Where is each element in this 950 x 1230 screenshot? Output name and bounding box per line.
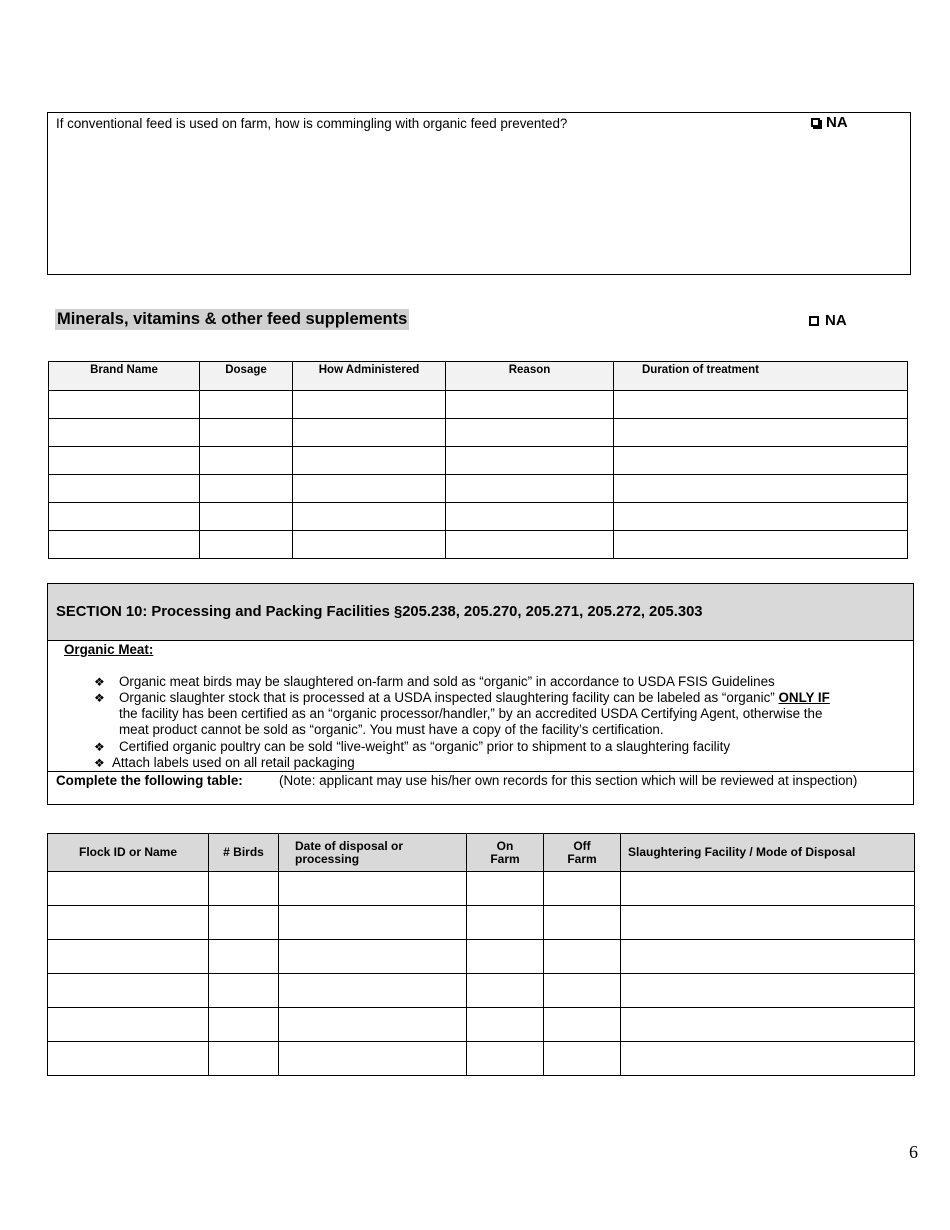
column-header: Dosage bbox=[200, 362, 293, 391]
complete-table-instruction bbox=[48, 771, 913, 805]
na-label: NA bbox=[825, 312, 847, 329]
table-cell[interactable] bbox=[279, 940, 467, 974]
table-cell[interactable] bbox=[614, 447, 908, 475]
table-cell[interactable] bbox=[544, 1008, 621, 1042]
section-10-title: SECTION 10: Processing and Packing Facilities §205.238, 205.270, 205.271, 205.272, 205.303 bbox=[56, 604, 703, 620]
table-row bbox=[49, 419, 908, 447]
section-10-box bbox=[47, 583, 914, 805]
column-header: On Farm bbox=[467, 834, 544, 872]
table-cell[interactable] bbox=[446, 475, 614, 503]
table-cell[interactable] bbox=[614, 531, 908, 559]
table-cell[interactable] bbox=[209, 1042, 279, 1076]
table-cell[interactable] bbox=[544, 940, 621, 974]
table-cell[interactable] bbox=[293, 391, 446, 419]
column-header: Brand Name bbox=[49, 362, 200, 391]
table-row bbox=[48, 872, 915, 906]
table-cell[interactable] bbox=[279, 906, 467, 940]
table-cell[interactable] bbox=[614, 391, 908, 419]
feed-commingling-question: If conventional feed is used on farm, how is commingling with organic feed prevented? bbox=[56, 116, 568, 131]
na-checkbox[interactable] bbox=[811, 118, 820, 127]
organic-meat-heading: Organic Meat: bbox=[64, 642, 154, 657]
column-header: Date of disposal or processing bbox=[279, 834, 467, 872]
table-cell[interactable] bbox=[279, 1042, 467, 1076]
column-header: How Administered bbox=[293, 362, 446, 391]
bullet-icon: ❖ bbox=[94, 675, 105, 689]
table-cell[interactable] bbox=[49, 391, 200, 419]
table-cell[interactable] bbox=[544, 1042, 621, 1076]
bullet-text: Certified organic poultry can be sold “live-weight” as “organic” prior to shipment to a slaughtering facility bbox=[119, 739, 731, 754]
table-cell[interactable] bbox=[467, 1042, 544, 1076]
bullet-icon: ❖ bbox=[94, 756, 105, 770]
table-cell[interactable] bbox=[48, 1008, 209, 1042]
column-header: Duration of treatment bbox=[614, 362, 908, 391]
table-cell[interactable] bbox=[467, 974, 544, 1008]
table-cell[interactable] bbox=[621, 940, 915, 974]
table-cell[interactable] bbox=[293, 475, 446, 503]
complete-table-note: (Note: applicant may use his/her own records for this section which will be reviewed at inspection) bbox=[279, 773, 858, 788]
table-cell[interactable] bbox=[467, 1008, 544, 1042]
table-cell[interactable] bbox=[293, 503, 446, 531]
table-row bbox=[49, 475, 908, 503]
table-cell[interactable] bbox=[544, 872, 621, 906]
minerals-table bbox=[48, 361, 908, 559]
complete-table-label: Complete the following table: bbox=[56, 773, 243, 788]
table-cell[interactable] bbox=[614, 503, 908, 531]
column-header: # Birds bbox=[209, 834, 279, 872]
table-cell[interactable] bbox=[467, 940, 544, 974]
table-row bbox=[48, 1042, 915, 1076]
table-row bbox=[49, 391, 908, 419]
table-cell[interactable] bbox=[209, 906, 279, 940]
table-cell[interactable] bbox=[48, 1042, 209, 1076]
table-cell[interactable] bbox=[621, 872, 915, 906]
bullet-icon: ❖ bbox=[94, 740, 105, 754]
slaughter-table bbox=[47, 833, 915, 1076]
table-cell[interactable] bbox=[614, 475, 908, 503]
section-10-header bbox=[48, 584, 913, 641]
table-cell[interactable] bbox=[48, 906, 209, 940]
column-header: Flock ID or Name bbox=[48, 834, 209, 872]
table-cell[interactable] bbox=[209, 974, 279, 1008]
table-row bbox=[49, 531, 908, 559]
bullet-text: Attach labels used on all retail packaging bbox=[112, 755, 355, 770]
bullet-text-continued: the facility has been certified as an “organic processor/handler,” by an accredited USDA Certifying Agent, otherwise the bbox=[119, 706, 823, 721]
table-cell[interactable] bbox=[544, 974, 621, 1008]
table-cell[interactable] bbox=[200, 475, 293, 503]
table-cell[interactable] bbox=[446, 447, 614, 475]
table-cell[interactable] bbox=[49, 531, 200, 559]
feed-na-option[interactable] bbox=[811, 114, 848, 131]
table-cell[interactable] bbox=[200, 447, 293, 475]
table-row bbox=[48, 940, 915, 974]
only-if-emphasis: ONLY IF bbox=[778, 690, 830, 705]
table-cell[interactable] bbox=[446, 503, 614, 531]
table-cell[interactable] bbox=[200, 391, 293, 419]
table-cell[interactable] bbox=[209, 940, 279, 974]
table-row bbox=[48, 1008, 915, 1042]
bullet-icon: ❖ bbox=[94, 691, 105, 705]
table-cell[interactable] bbox=[279, 872, 467, 906]
column-header: Reason bbox=[446, 362, 614, 391]
table-row bbox=[49, 503, 908, 531]
table-cell[interactable] bbox=[279, 974, 467, 1008]
table-cell[interactable] bbox=[446, 531, 614, 559]
bullet-text: Organic slaughter stock that is processed at a USDA inspected slaughtering facility can be labeled as “organic” bbox=[119, 690, 779, 705]
table-cell[interactable] bbox=[621, 1008, 915, 1042]
table-cell[interactable] bbox=[621, 906, 915, 940]
table-row bbox=[48, 906, 915, 940]
minerals-section-title: Minerals, vitamins & other feed supplements bbox=[57, 310, 408, 328]
table-cell[interactable] bbox=[293, 531, 446, 559]
table-cell[interactable] bbox=[209, 872, 279, 906]
table-cell[interactable] bbox=[467, 872, 544, 906]
table-row bbox=[48, 974, 915, 1008]
table-cell[interactable] bbox=[614, 419, 908, 447]
table-cell[interactable] bbox=[293, 447, 446, 475]
table-cell[interactable] bbox=[209, 1008, 279, 1042]
na-checkbox[interactable] bbox=[809, 316, 819, 326]
na-label: NA bbox=[826, 114, 848, 131]
table-cell[interactable] bbox=[467, 906, 544, 940]
table-cell[interactable] bbox=[49, 447, 200, 475]
table-row bbox=[49, 447, 908, 475]
table-cell[interactable] bbox=[279, 1008, 467, 1042]
bullet-text-continued: meat product cannot be sold as “organic”. You must have a copy of the facility’s certification. bbox=[119, 722, 664, 737]
table-cell[interactable] bbox=[621, 974, 915, 1008]
table-cell[interactable] bbox=[48, 940, 209, 974]
feed-commingling-box[interactable] bbox=[47, 112, 911, 275]
table-cell[interactable] bbox=[544, 906, 621, 940]
table-cell[interactable] bbox=[49, 419, 200, 447]
table-cell[interactable] bbox=[49, 475, 200, 503]
table-cell[interactable] bbox=[446, 419, 614, 447]
table-cell[interactable] bbox=[293, 419, 446, 447]
column-header: Off Farm bbox=[544, 834, 621, 872]
table-cell[interactable] bbox=[200, 531, 293, 559]
table-header-row bbox=[48, 834, 915, 872]
page-number: 6 bbox=[909, 1142, 918, 1162]
table-cell[interactable] bbox=[446, 391, 614, 419]
table-cell[interactable] bbox=[48, 872, 209, 906]
column-header: Slaughtering Facility / Mode of Disposal bbox=[621, 834, 915, 872]
table-cell[interactable] bbox=[621, 1042, 915, 1076]
table-cell[interactable] bbox=[200, 503, 293, 531]
table-cell[interactable] bbox=[49, 503, 200, 531]
bullet-text: Organic meat birds may be slaughtered on-farm and sold as “organic” in accordance to USDA FSIS Guidelines bbox=[119, 674, 775, 689]
table-cell[interactable] bbox=[48, 974, 209, 1008]
table-header-row bbox=[49, 362, 908, 391]
minerals-na-option[interactable] bbox=[809, 312, 847, 329]
table-cell[interactable] bbox=[200, 419, 293, 447]
